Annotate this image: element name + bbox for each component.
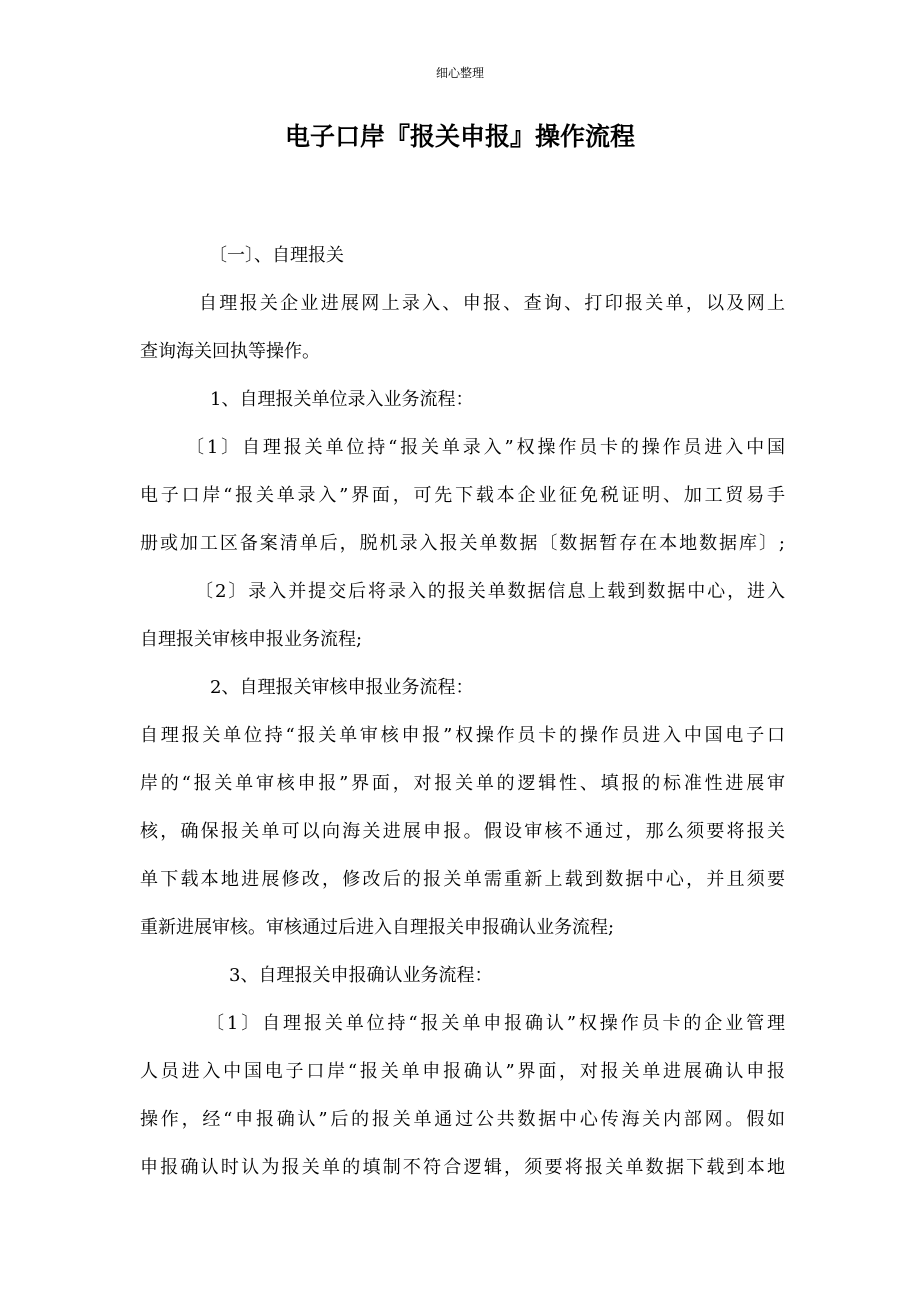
subsection-heading: 3、自理报关申报确认业务流程： — [229, 965, 493, 986]
paragraph-line: 查询海关回执等操作。 — [140, 341, 320, 362]
paragraph-line: 〔1〕自理报关单位持“报关单录入”权操作员卡的操作员进入中国 — [186, 437, 785, 458]
paragraph-line: 册或加工区备案清单后，脱机录入报关单数据〔数据暂存在本地数据库〕; — [140, 533, 785, 554]
page-header: 细心整理 — [435, 66, 484, 80]
paragraph-line: 〔1〕自理报关单位持“报关单申报确认”权操作员卡的企业管理 — [206, 1013, 785, 1034]
subsection-heading: 1、自理报关单位录入业务流程： — [210, 389, 474, 410]
document-title: 电子口岸『报关申报』操作流程 — [284, 122, 635, 151]
paragraph-line: 自理报关审核申报业务流程; — [140, 629, 363, 650]
paragraph-line: 操作，经“申报确认”后的报关单通过公共数据中心传海关内部网。假如 — [140, 1109, 785, 1130]
paragraph-line: 重新进展审核。审核通过后进入自理报关申报确认业务流程; — [140, 917, 615, 938]
paragraph-line: 人员进入中国电子口岸“报关单申报确认”界面，对报关单进展确认申报 — [140, 1061, 785, 1082]
paragraph-line: 申报确认时认为报关单的填制不符合逻辑，须要将报关单数据下载到本地 — [140, 1157, 785, 1178]
paragraph-line: 核，确保报关单可以向海关进展申报。假设审核不通过，那么须要将报关 — [140, 821, 785, 842]
paragraph-line: 岸的“报关单审核申报”界面，对报关单的逻辑性、填报的标准性进展审 — [140, 773, 785, 794]
paragraph-line: 单下载本地进展修改，修改后的报关单需重新上载到数据中心，并且须要 — [140, 869, 785, 890]
paragraph-line: 〔2〕录入并提交后将录入的报关单数据信息上载到数据中心，进入 — [195, 581, 785, 602]
subsection-heading: 2、自理报关审核申报业务流程： — [210, 677, 474, 698]
section-heading: 〔一〕、自理报关 — [209, 245, 344, 266]
paragraph-line: 自理报关单位持“报关单审核申报”权操作员卡的操作员进入中国电子口 — [140, 725, 785, 746]
document-body — [140, 232, 785, 1192]
paragraph-line: 电子口岸“报关单录入”界面，可先下载本企业征免税证明、加工贸易手 — [140, 485, 785, 506]
paragraph-line: 自理报关企业进展网上录入、申报、查询、打印报关单，以及网上 — [199, 293, 785, 314]
